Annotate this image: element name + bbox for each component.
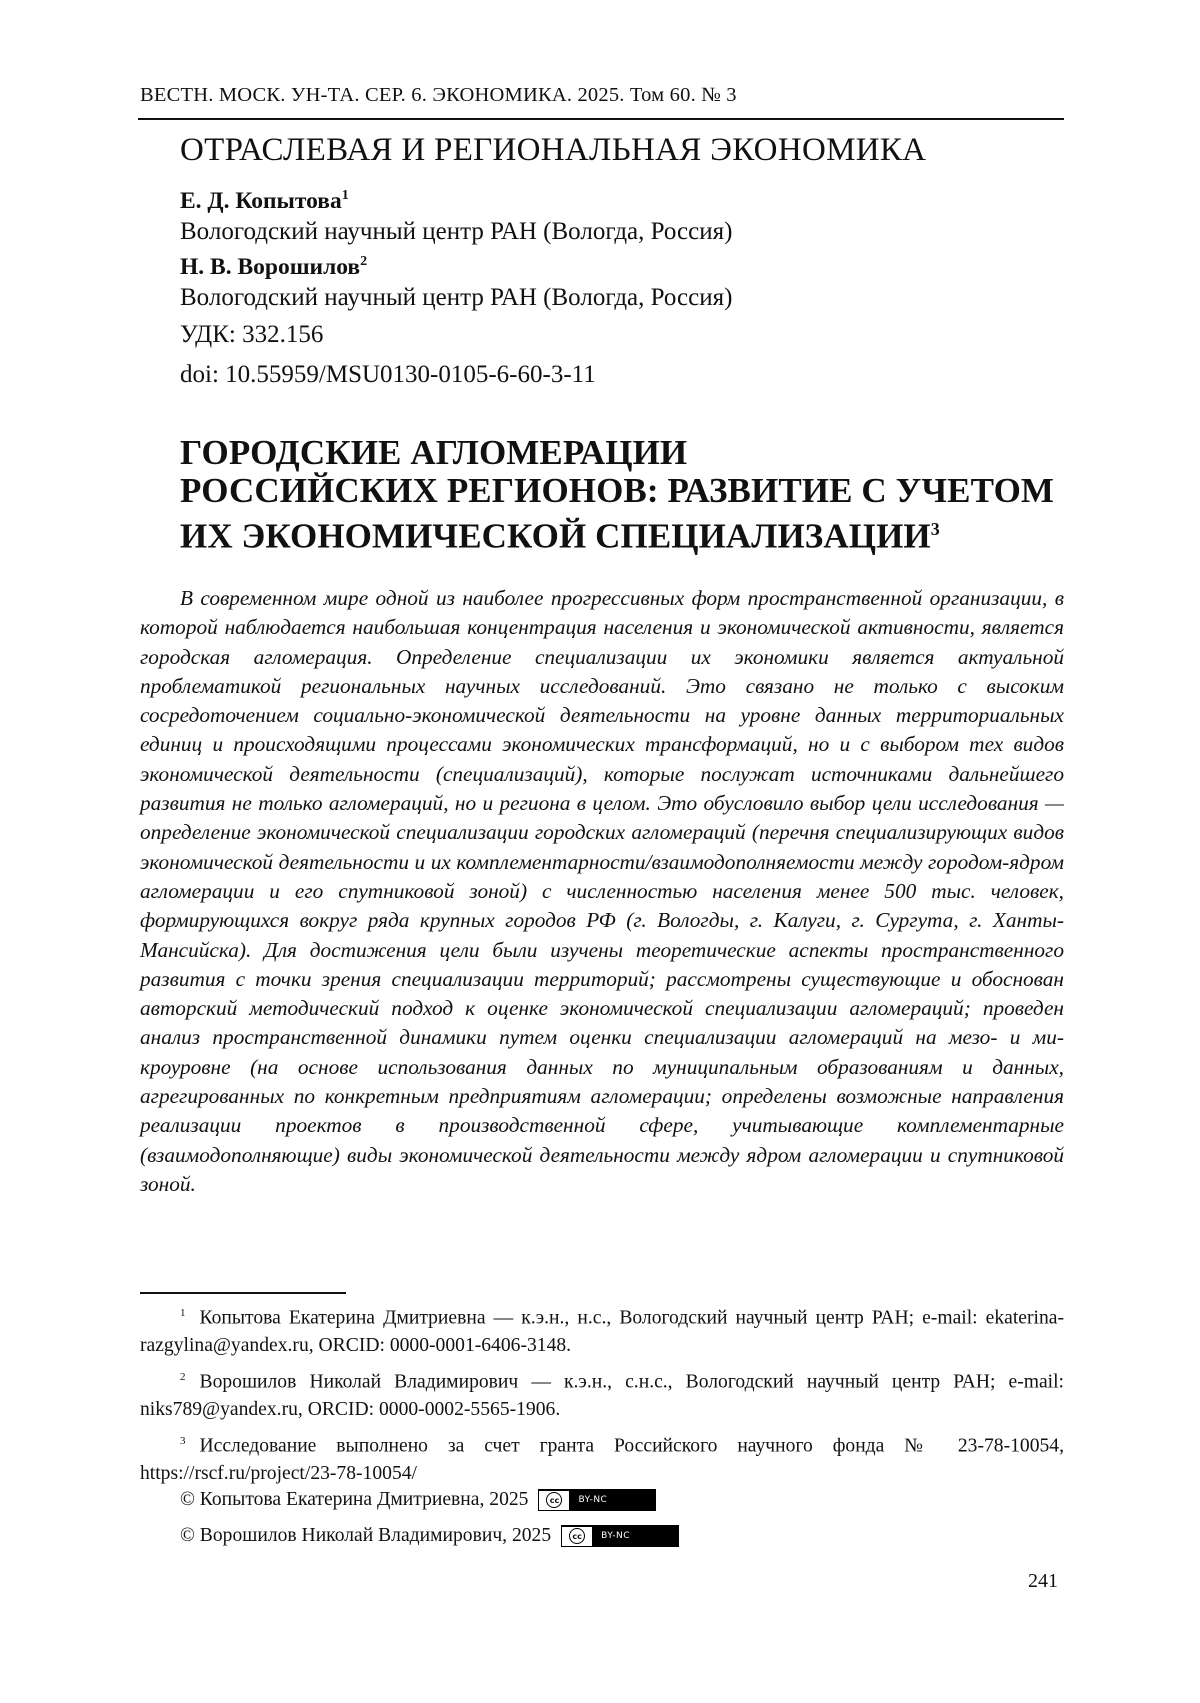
- author-2-affiliation: Вологодский научный центр РАН (Вологда, Россия): [180, 284, 733, 311]
- author-1-affiliation: Вологодский научный центр РАН (Вологда, Россия): [180, 218, 733, 245]
- footnote-mark: 2: [180, 1371, 186, 1383]
- author-2-name: [180, 254, 367, 281]
- author-name-text: Е. Д. Копытова: [180, 188, 342, 214]
- footnote-text: Копытова Екатерина Дмитриевна — к.э.н., н.с., Вологодский научный центр РАН; e-mail: ekaterina-razgylina@yandex.ru, ORCID: 0000-0001-6406-3148.: [140, 1307, 1064, 1356]
- header-divider: [138, 118, 1064, 120]
- cc-license-badge[interactable]: [561, 1525, 679, 1547]
- doi: doi: 10.55959/MSU0130-0105-6-60-3-11: [180, 361, 596, 388]
- cc-license-badge[interactable]: [538, 1489, 656, 1511]
- footnote-3: [140, 1428, 1064, 1487]
- section-title: ОТРАСЛЕВАЯ И РЕГИОНАЛЬНАЯ ЭКОНОМИКА: [180, 132, 927, 168]
- footnote-text: Исследование выполнено за счет гранта Российского научного фонда № 23-78-10054, https://rscf.ru/project/23-78-10054/: [140, 1435, 1064, 1484]
- license-label: BY-NC: [601, 1530, 631, 1541]
- copyright-text: © Ворошилов Николай Владимирович, 2025: [180, 1525, 552, 1546]
- title-line-1: ГОРОДСКИЕ АГЛОМЕРАЦИИ: [180, 433, 688, 472]
- copyright-1: [180, 1489, 656, 1511]
- author-1-name: [180, 188, 349, 215]
- footnote-2: [140, 1364, 1064, 1423]
- footnote-mark: 1: [180, 1307, 186, 1319]
- footnote-divider: [140, 1292, 346, 1294]
- footnote-text: Ворошилов Николай Владимирович — к.э.н., с.н.с., Вологодский научный центр РАН; e-mail: niks789@yandex.ru, ORCID: 0000-0002-5565-1906.: [140, 1371, 1064, 1420]
- article-title: [180, 434, 1080, 556]
- footnote-1: [140, 1300, 1064, 1359]
- title-line-3: [180, 510, 1080, 556]
- running-head: ВЕСТН. МОСК. УН-ТА. СЕР. 6. ЭКОНОМИКА. 2025. Том 60. № 3: [140, 84, 737, 106]
- creative-commons-icon: cc: [539, 1491, 570, 1510]
- title-line-2: РОССИЙСКИХ РЕГИОНОВ: РАЗВИТИЕ С УЧЕТОМ: [180, 471, 1055, 510]
- copyright-text: © Копытова Екатерина Дмитриевна, 2025: [180, 1489, 529, 1510]
- license-label: BY-NC: [578, 1494, 608, 1505]
- author-name-text: Н. В. Ворошилов: [180, 254, 361, 280]
- title-line-3-text: ИХ ЭКОНОМИЧЕСКОЙ СПЕЦИАЛИЗАЦИИ: [180, 516, 931, 556]
- abstract: В современном мире одной из наиболее прогрессивных форм пространственной организации, в которой наблюдается наибольшая концентрация населения и экономической активности, является городская агломерация. Определение специализации их экономики является актуальной проблематикой региональных научных исследований. Это связано не только с высоким сосредоточением социально-экономической деятельности на уровне данных территориальных единиц и происходящими процессами экономических трансформаций, но и с выбором тех видов экономической деятельности (специализаций), которые послужат источниками дальнейшего развития не только агломераций, но и региона в целом. Это обусловило выбор цели исследования — определение экономической специализации городских агломераций (перечня специализирующих видов экономической деятельности и их комплементарности/взаимодополняемости между городом-ядром агломерации и его спутниковой зоной) с численностью населения менее 500 тыс. человек, формирующихся вокруг ряда крупных городов РФ (г. Вологды, г. Калуги, г. Сургута, г. Ханты-Мансийска). Для достижения цели были изучены теоретические аспекты пространственного развития с точки зрения специализации территорий; рассмотрены существующие и обоснован авторский методический подход к оценке экономической специализации агломераций; проведен анализ пространственной динамики путем оценки специализации агломераций на мезо- и микроуровне (на основе использования данных по муниципальным образованиям и данных, агрегированных по конкретным предприятиям агломерации; определены возможные направления реализации проектов в производственной сфере, учитывающие комплементарные (взаимодополняющие) виды экономической деятельности между ядром агломерации и спутниковой зоной.: [140, 586, 1064, 1196]
- author-footnote-mark: 1: [341, 188, 349, 204]
- udk: УДК: 332.156: [180, 321, 324, 348]
- author-footnote-mark: 2: [360, 254, 368, 270]
- creative-commons-icon: cc: [562, 1527, 593, 1546]
- title-footnote-mark: 3: [930, 519, 940, 539]
- copyright-2: [180, 1525, 679, 1547]
- page-number: 241: [1028, 1570, 1058, 1592]
- footnote-mark: 3: [180, 1435, 186, 1447]
